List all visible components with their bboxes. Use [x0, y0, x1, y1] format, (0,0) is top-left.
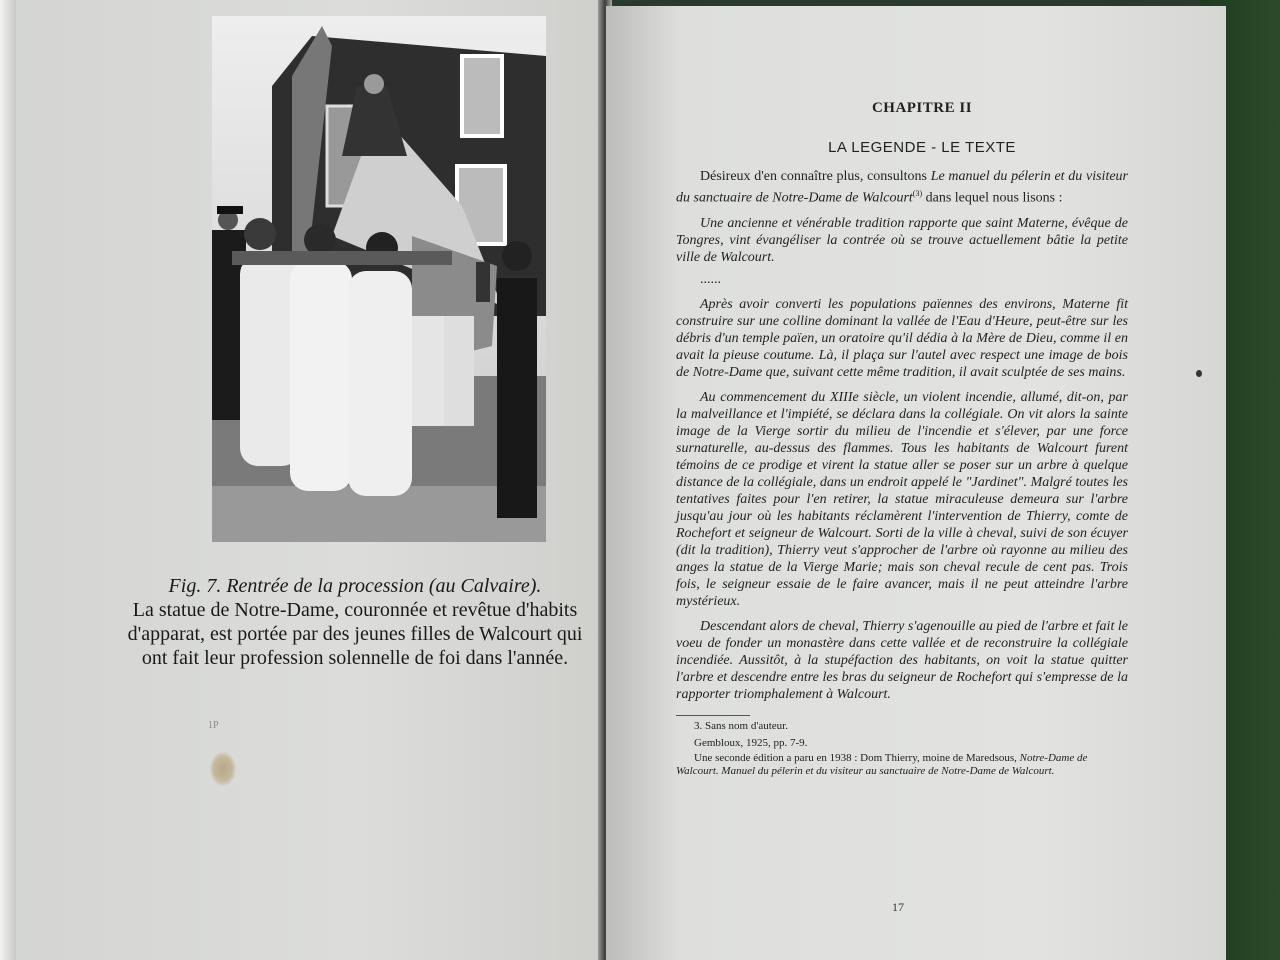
page-number: 17 [892, 900, 904, 914]
paper-stain [210, 752, 236, 786]
footnote-3-title: Notre-Dame de Walcourt. Manuel du pélerin et du visiteur au sanctuaire de Notre-Dame de Walcourt. [676, 751, 1088, 777]
quote-paragraph-3: Au commencement du XIIIe siècle, un violent incendie, allumé, dit-on, par la malveillance et l'impiété, se déclara dans la collégiale. On vit alors la sainte image de la Vierge sortir du milieu de l'incendie et s'élever, par une force surnaturelle, au-dessus des flammes. Tous les habitants de Walcourt furent témoins de ce prodige et virent la statue aller se poser sur un arbre à quelque distance de la collégiale, dans un endroit appelé le "Jardinet". Malgré toutes les tentatives faites pour l'en retirer, la statue miraculeuse demeura sur l'arbre jusqu'au jour où les habitants réclamèrent l'intervention de Thierry, comte de Rochefort et seigneur de Walcourt. Sorti de la ville à cheval, suivi de son écuyer (dit la tradition), Thierry veut s'approcher de l'arbre où rayonne au milieu des anges la statue de la Vierge Marie; mais son cheval recule de cent pas. Trois fois, le seigneur essaie de le faire avancer, mais il ne peut atteindre l'arbre mystérieux. [676, 389, 1128, 609]
caption-text: La statue de Notre-Dame, couronnée et revêtue d'habits d'apparat, est portée par des jeunes filles de Walcourt qui ont fait leur profession solennelle de foi dans l'année. [127, 599, 583, 669]
intro-text-b: dans lequel nous lisons : [922, 190, 1063, 206]
chapter-subtitle: LA LEGENDE - LE TEXTE [828, 139, 1016, 156]
footnote-2: Gembloux, 1925, pp. 7-9. [694, 736, 808, 749]
margin-dot [1196, 370, 1202, 377]
intro-paragraph [676, 168, 1128, 207]
intro-text-a: Désireux d'en connaître plus, consultons [700, 169, 931, 184]
footnote-3 [676, 752, 1128, 778]
left-page [0, 0, 600, 960]
quote-paragraph-2: Après avoir converti les populations païennes des environs, Materne fit construire sur une colline dominant la vallée de l'Eau d'Heure, peut-être sur les débris d'un temple païen, un oratoire qu'il dédia à la Mère de Dieu, comme il en avait la pieuse coutume. Là, il plaça sur l'autel avec respect une image de bois de Notre-Dame que, suivant cette même tradition, il avait sculptée de ses mains. [676, 296, 1128, 380]
ellipsis: ...... [700, 271, 721, 287]
chapter-heading: CHAPITRE II [871, 100, 973, 116]
figure-caption [120, 574, 590, 670]
footnote-3-text: Une seconde édition a paru en 1938 : Dom Thierry, moine de Maredsous, [694, 751, 1020, 764]
footnote-rule [676, 715, 750, 716]
quote-paragraph-1: Une ancienne et vénérable tradition rapporte que saint Materne, évêque de Tongres, vint évangéliser la contrée où se trouve actuellement bâtie la petite ville de Walcourt. [676, 215, 1128, 265]
right-page-text [676, 100, 1128, 778]
procession-photo [212, 16, 546, 542]
caption-title: Fig. 7. Rentrée de la procession (au Calvaire). [168, 575, 542, 597]
intro-book-title: Le manuel du pélerin et du visiteur du sanctuaire de Notre-Dame de Walcourt [676, 169, 1128, 206]
footnote-1: 3. Sans nom d'auteur. [694, 719, 788, 732]
procession-photo-icon [212, 16, 546, 542]
margin-mark: 1P [208, 720, 219, 731]
footnote-ref: (3) [912, 189, 923, 198]
quote-paragraph-4: Descendant alors de cheval, Thierry s'agenouille au pied de l'arbre et fait le voeu de fonder un monastère dans cette vallée et de reconstruire la collégiale incendiée. Aussitôt, à la stupéfaction des habitants, on voit la statue quitter l'arbre et descendre entre les bras du seigneur de Rochefort qui s'empresse de la rapporter triomphalement à Walcourt. [676, 618, 1128, 702]
